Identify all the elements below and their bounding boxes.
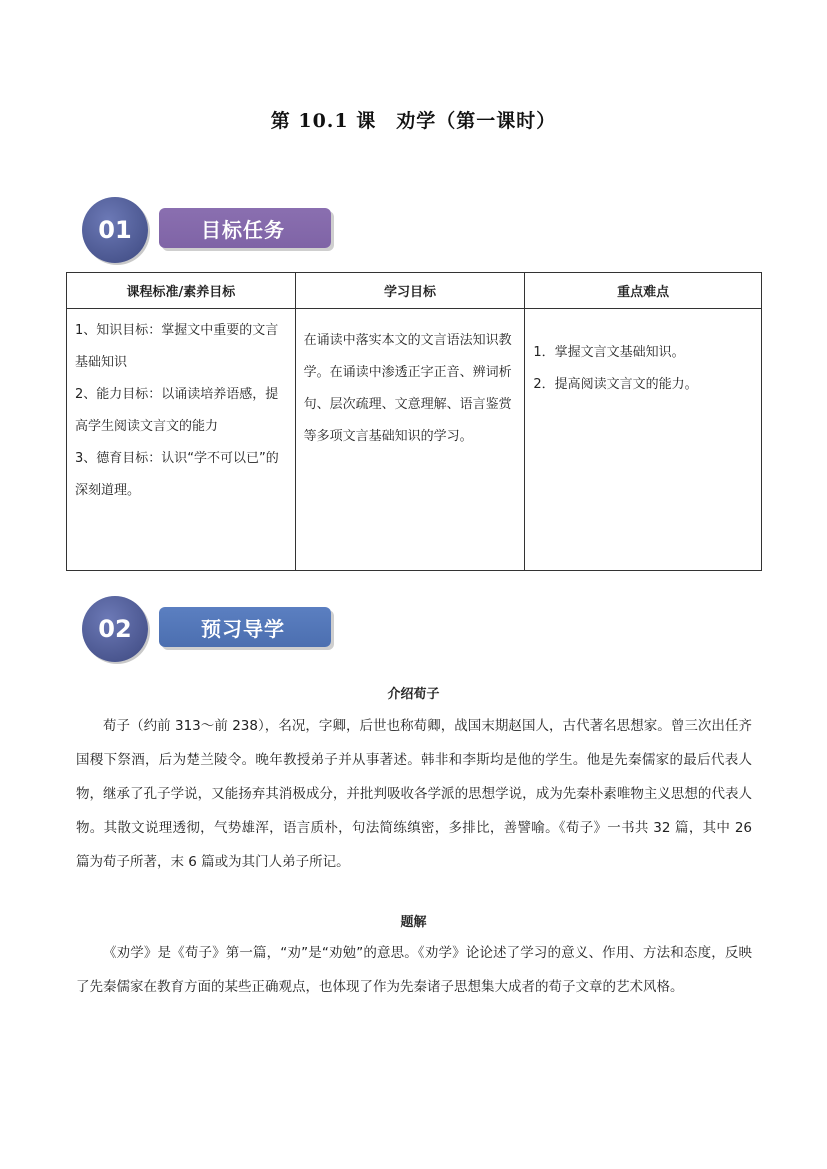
- header-learning-goals: 学习目标: [295, 273, 525, 309]
- goals-table-body-row: [67, 309, 762, 571]
- key-point-1: 1．掌握文言文基础知识。: [533, 345, 685, 360]
- moral-goal: 3、德育目标：认识“学不可以已”的深刻道理。: [75, 451, 279, 498]
- knowledge-goal: 1、知识目标：掌握文中重要的文言基础知识: [75, 323, 279, 370]
- standards-cell: [67, 309, 296, 571]
- section-label: 目标任务: [159, 208, 331, 248]
- ability-goal: 2、能力目标：以诵读培养语感，提高学生阅读文言文的能力: [75, 387, 279, 434]
- key-point-2: 2．提高阅读文言文的能力。: [533, 377, 698, 392]
- title-explain-heading: 题解: [400, 915, 427, 930]
- intro-paragraph: 荀子（约前 313～前 238），名况，字卿，后世也称荀卿，战国末期赵国人，古代著名思想家。曾三次出任齐国稷下祭酒，后为楚兰陵令。晚年教授弟子并从事著述。韩非和李斯均是他的学生。他是先秦儒家的最后代表人物，继承了孔子学说，又能扬弃其消极成分，并批判吸收各学派的思想学说，成为先秦朴素唯物主义思想的代表人物。其散文说理透彻，气势雄浑，语言质朴，句法简练缜密，多排比，善譬喻。《荀子》一书共 32 篇，其中 26 篇为荀子所著，末 6 篇或为其门人弟子所记。: [76, 718, 752, 870]
- goals-table-header-row: [67, 273, 762, 309]
- section-number: 02: [82, 596, 148, 662]
- header-standards: 课程标准/素养目标: [67, 273, 296, 309]
- page-title: 第 10.1 课 劝学（第一课时）: [270, 110, 557, 132]
- key-points-cell: [525, 309, 762, 571]
- learning-goals-cell: [295, 309, 525, 571]
- section-number: 01: [82, 197, 148, 263]
- title-explain-paragraph: 《劝学》是《荀子》第一篇，“劝”是“劝勉”的意思。《劝学》论论述了学习的意义、作用、方法和态度，反映了先秦儒家在教育方面的某些正确观点，也体现了作为先秦诸子思想集大成者的荀子文章的艺术风格。: [76, 945, 752, 995]
- header-key-points: 重点难点: [525, 273, 762, 309]
- section-label: 预习导学: [159, 607, 331, 647]
- intro-heading: 介绍荀子: [387, 687, 440, 702]
- goals-table: [66, 272, 762, 571]
- learning-goals-text: 在诵读中落实本文的文言语法知识教学。在诵读中渗透正字正音、辨词析句、层次疏理、文意理解、语言鉴赏等多项文言基础知识的学习。: [303, 333, 512, 444]
